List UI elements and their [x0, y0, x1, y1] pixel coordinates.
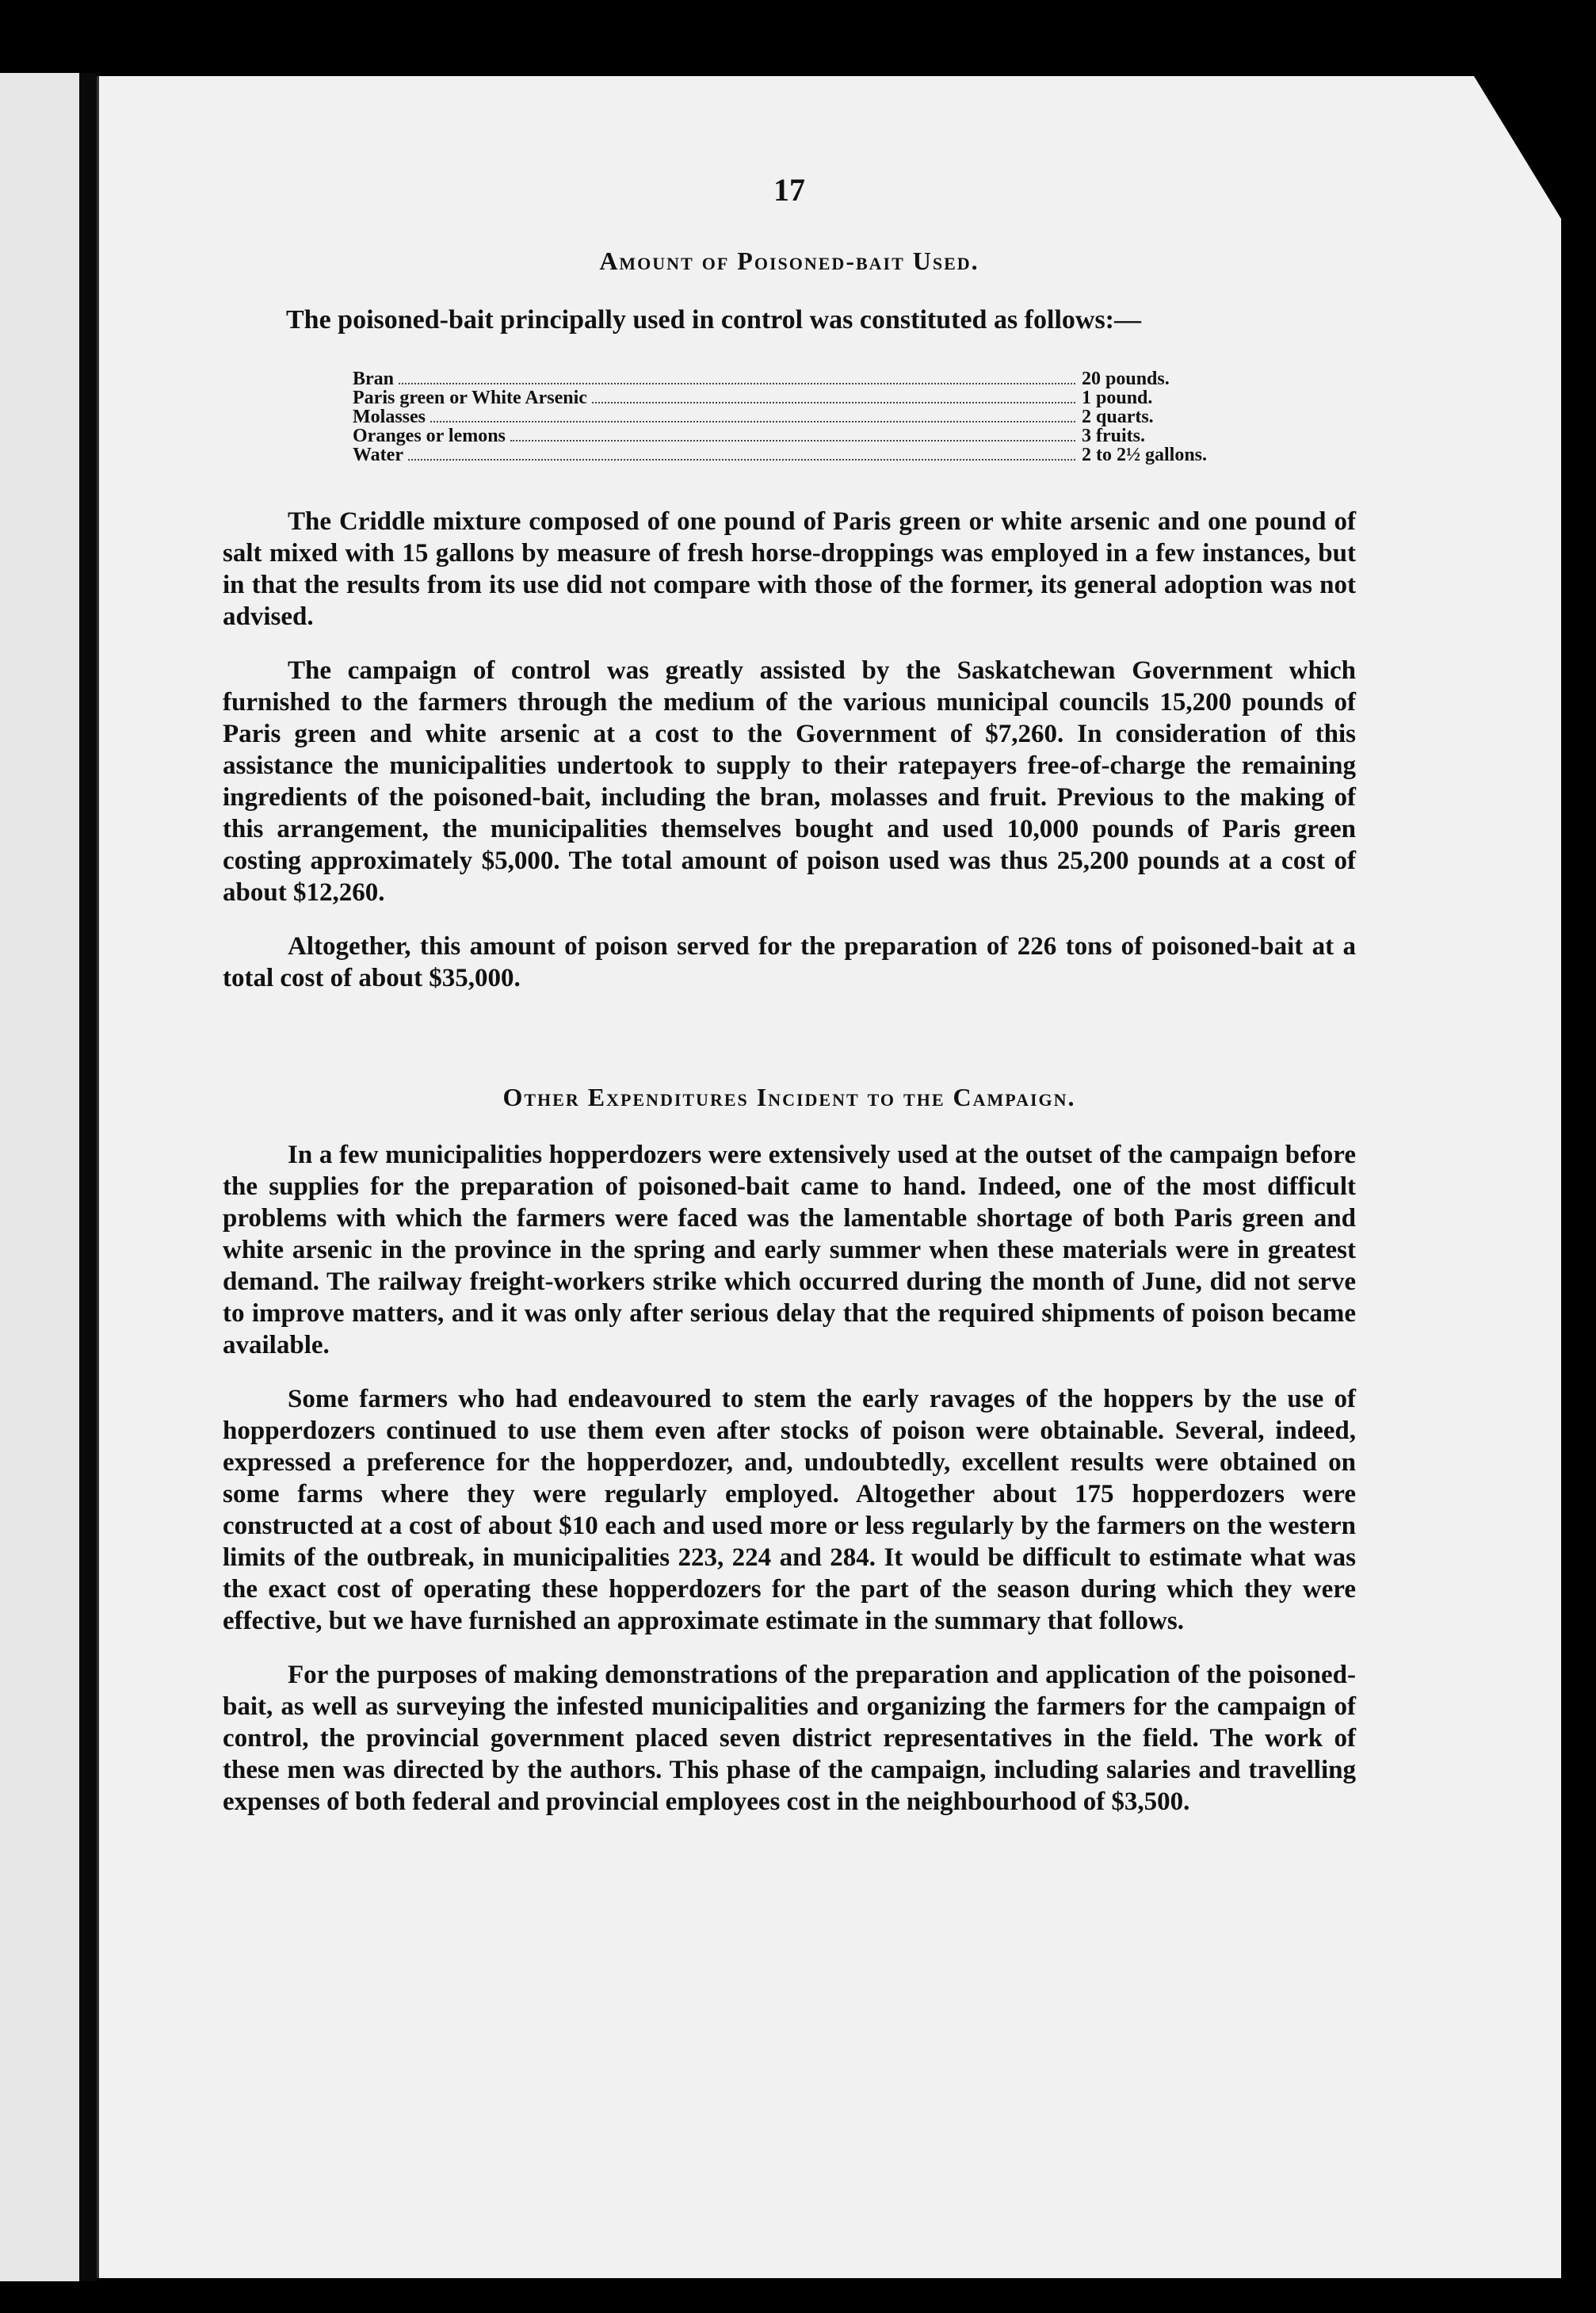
paragraph-district-representatives: For the purposes of making demonstrations of the preparation and application of the poisoned-bait, as well as surveying the infested municipalities and organizing the farmers for the campaign of control, the provincial government placed seven district representatives in the field. The work of these men was directed by the authors. This phase of the campaign, including salaries and travelling expenses of both federal and provincial employees cost in the neighbourhood of $3,500.	[223, 1661, 1356, 1816]
recipe-quantity: 1 pound.	[1082, 388, 1153, 408]
recipe-quantity: 2 quarts.	[1082, 407, 1154, 427]
paragraph-hopperdozers-outset: In a few municipalities hopperdozers were extensively used at the outset of the campaign before the supplies for the preparation of poisoned-bait came to hand. Indeed, one of the most difficult problems with which the farmers were faced was the lamentable shortage of both Paris green and white arsenic in the province in the spring and early summer when these materials were in greatest demand. The railway freight-workers strike which occurred during the month of June, did not serve to improve matters, and it was only after serious delay that the required shipments of poison became available.	[223, 1141, 1356, 1359]
page-number: 17	[773, 172, 805, 208]
recipe-row	[353, 445, 1256, 465]
paragraph-government-assistance: The campaign of control was greatly assisted by the Saskatchewan Government which furnished to the farmers through the medium of the various municipal councils 15,200 pounds of Paris green and white arsenic at a cost to the Government of $7,260. In consideration of this assistance the municipalities undertook to supply to their ratepayers free-of-charge the remaining ingredients of the poisoned-bait, including the bran, molasses and fruit. Previous to the making of this arrangement, the municipalities themselves bought and used 10,000 pounds of Paris green costing approximately $5,000. The total amount of poison used was thus 25,200 pounds at a cost of about $12,260.	[223, 656, 1356, 907]
recipe-quantity: 20 pounds.	[1082, 369, 1170, 389]
facing-page-edge	[0, 73, 82, 2281]
leader-dots	[399, 383, 1075, 384]
intro-sentence: The poisoned-bait principally used in control was constituted as follows:—	[286, 305, 1142, 335]
recipe-row	[353, 426, 1256, 445]
recipe-quantity: 2 to 2½ gallons.	[1082, 445, 1208, 465]
recipe-row	[353, 388, 1256, 407]
recipe-row	[353, 369, 1256, 388]
recipe-ingredient: Bran	[353, 369, 395, 389]
recipe-ingredient: Water	[353, 445, 403, 465]
page-corner-fold	[1474, 76, 1561, 219]
page-content	[223, 171, 1356, 1840]
paragraph-criddle-mixture: The Criddle mixture composed of one pound of Paris green or white arsenic and one pound of salt mixed with 15 gallons by measure of fresh horse-droppings was employed in a few instances, but in that the results from its use did not compare with those of the former, its general adoption was not advised.	[223, 507, 1356, 631]
paragraph-total-cost: Altogether, this amount of poison served for the preparation of 226 tons of poisoned-bait at a total cost of about $35,000.	[223, 932, 1356, 992]
book-gutter	[79, 73, 97, 2281]
section-heading-other-expenditures: Other Expenditures Incident to the Campaign.	[502, 1083, 1076, 1111]
recipe-table	[353, 369, 1256, 465]
recipe-ingredient: Molasses	[353, 407, 426, 427]
recipe-quantity: 3 fruits.	[1082, 426, 1145, 446]
recipe-ingredient: Paris green or White Arsenic	[353, 388, 587, 408]
leader-dots	[592, 402, 1075, 403]
leader-dots	[408, 459, 1075, 461]
document-page	[97, 76, 1561, 2278]
recipe-ingredient: Oranges or lemons	[353, 426, 506, 446]
leader-dots	[430, 421, 1075, 422]
section-spacer	[223, 1016, 1356, 1083]
leader-dots	[510, 440, 1075, 442]
section-heading-poisoned-bait: Amount of Poisoned-bait Used.	[599, 247, 979, 275]
paragraph-hopperdozers-usage: Some farmers who had endeavoured to stem the early ravages of the hoppers by the use of hopperdozers continued to use them even after stocks of poison were obtainable. Several, indeed, expressed a preference for the hopperdozer, and, undoubtedly, excellent results were obtained on some farms where they were regularly employed. Altogether about 175 hopperdozers were constructed at a cost of about $10 each and used more or less regularly by the farmers on the western limits of the outbreak, in municipalities 223, 224 and 284. It would be difficult to estimate what was the exact cost of operating these hopperdozers for the part of the season during which they were effective, but we have furnished an approximate estimate in the summary that follows.	[223, 1385, 1356, 1635]
recipe-row	[353, 407, 1256, 426]
